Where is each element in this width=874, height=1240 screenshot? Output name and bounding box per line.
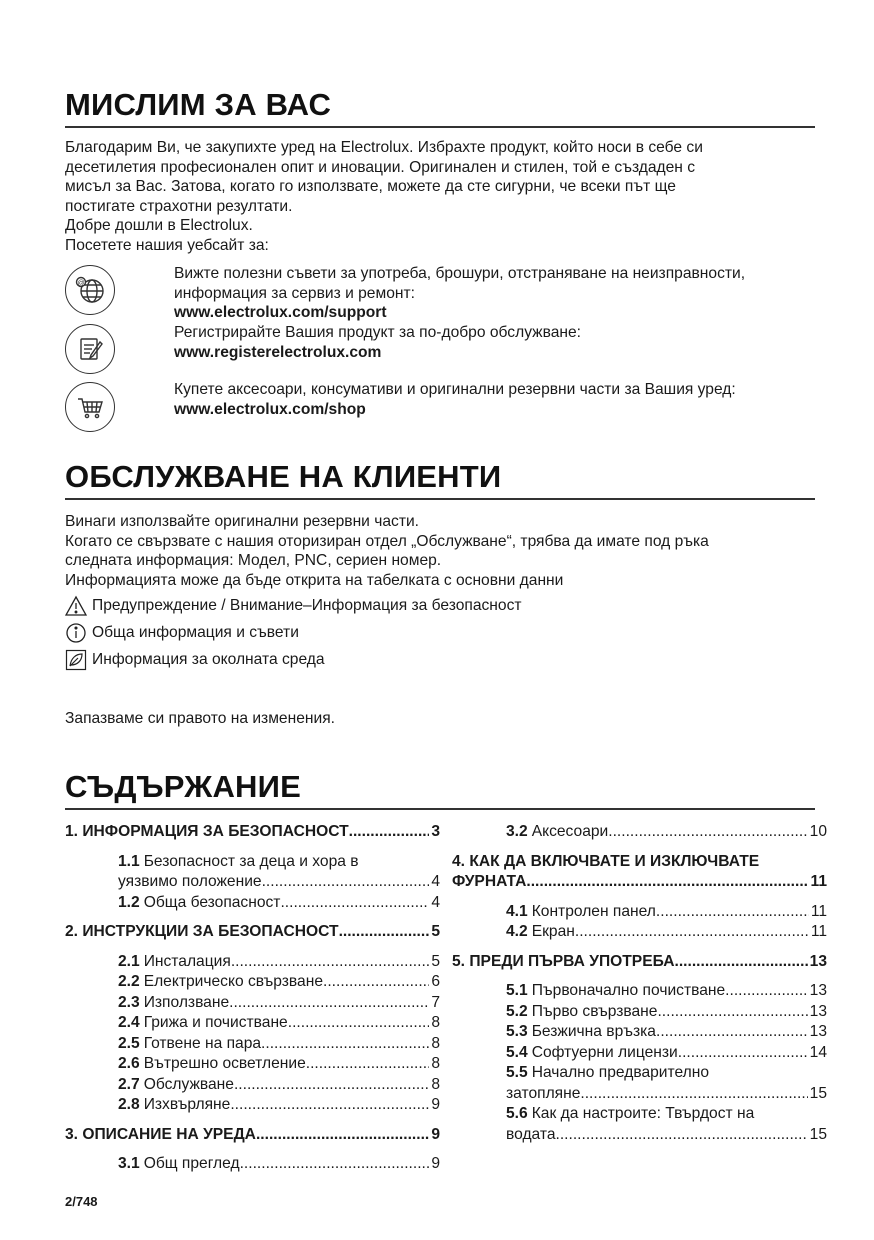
toc-section-number: 1.1	[118, 852, 140, 870]
toc-section-3-2[interactable]	[506, 822, 827, 843]
toc-section-number: 3.2	[506, 823, 528, 840]
toc-page-number: 13	[809, 1023, 827, 1040]
web-item-register	[174, 323, 814, 362]
toc-section-number: 2.3	[118, 993, 140, 1011]
toc-left-column	[65, 822, 440, 1175]
toc-page-number: 9	[431, 1155, 440, 1172]
toc-section-2-3[interactable]	[118, 993, 440, 1014]
toc-section-3-1[interactable]	[118, 1154, 440, 1175]
toc-section-title: уязвимо положение	[118, 873, 262, 890]
toc-section-number: 2.5	[118, 1034, 140, 1052]
care-line: Когато се свързвате с нашия оторизиран отдел „Обслужване“, трябва да имате под ръка	[65, 532, 709, 550]
info-icon	[65, 622, 87, 644]
toc-page-number: 11	[810, 902, 827, 920]
toc-section-2-2[interactable]	[118, 972, 440, 993]
rights-reserved: Запазваме си правото на изменения.	[65, 710, 335, 727]
legend-text: Информация за околната среда	[92, 651, 325, 668]
toc-section-title: Вътрешно осветление	[143, 1055, 306, 1072]
toc-section-number: 4.1	[506, 902, 528, 920]
legend-text: Обща информация и съвети	[92, 624, 299, 641]
web-item-text: Регистрирайте Вашия продукт за по-добро обслужване:	[174, 324, 581, 341]
intro-line: Посетете нашия уебсайт за:	[65, 236, 269, 254]
toc-section-title: Безжична връзка	[531, 1023, 656, 1040]
toc-page-number: 13	[809, 952, 827, 970]
toc-page-number: 10	[809, 823, 827, 840]
legend-environment	[65, 649, 325, 671]
intro-line: Добре дошли в Electrolux.	[65, 217, 253, 234]
toc-section-5-5[interactable]	[506, 1063, 827, 1084]
toc-section-number: 5.6	[506, 1105, 528, 1122]
toc-section-title: Първоначално почистване	[531, 982, 726, 999]
globe-icon	[65, 265, 115, 315]
customer-care-paragraph	[65, 512, 815, 590]
toc-page-number: 14	[809, 1043, 827, 1061]
toc-section-title: Първо свързване	[531, 1002, 658, 1020]
toc-page-number: 8	[431, 1034, 440, 1052]
toc-section-number: 5.3	[506, 1023, 528, 1040]
toc-section-title: Обслужване	[143, 1075, 234, 1093]
toc-section-title: Как да настроите: Твърдост на	[531, 1105, 755, 1122]
toc-section-2-1[interactable]	[118, 952, 440, 973]
web-item-text: информация за сервиз и ремонт:	[174, 284, 415, 302]
svg-text:@: @	[77, 280, 85, 287]
section-title-customer-care: ОБСЛУЖВАНЕ НА КЛИЕНТИ	[65, 459, 502, 494]
toc-section-4-2[interactable]	[506, 922, 827, 943]
toc-section-title: затопляне	[506, 1084, 581, 1102]
intro-line: десетилетия професионален опит и иновации. Оригинален и стилен, той е създаден с	[65, 158, 696, 176]
toc-section-title: Изхвърляне	[143, 1096, 231, 1113]
intro-line: постигате страхотни резултати.	[65, 197, 293, 215]
toc-section-title: Безопасност за деца и хора в	[143, 852, 359, 870]
toc-section-5-5-cont[interactable]	[506, 1084, 827, 1105]
toc-section-title: Общ преглед	[143, 1155, 240, 1172]
toc-section-number: 5.2	[506, 1002, 528, 1020]
toc-chapter-2[interactable]	[65, 922, 440, 943]
toc-page-number: 9	[431, 1096, 440, 1113]
warning-icon	[65, 595, 87, 617]
legend-info	[65, 622, 299, 644]
toc-page-number: 5	[431, 923, 440, 940]
toc-chapter-4-cont[interactable]	[452, 872, 827, 893]
register-icon	[65, 324, 115, 374]
toc-section-title: Електрическо свързване	[143, 973, 324, 990]
toc-section-2-4[interactable]	[118, 1013, 440, 1034]
toc-section-2-8[interactable]	[118, 1095, 440, 1116]
toc-page-number: 11	[810, 923, 827, 940]
toc-section-number: 5.4	[506, 1043, 528, 1061]
toc-page-number: 4	[431, 873, 440, 890]
toc-section-number: 1.2	[118, 893, 140, 911]
toc-chapter-4[interactable]	[452, 852, 827, 873]
section-title-contents: СЪДЪРЖАНИЕ	[65, 769, 301, 804]
section-divider	[65, 808, 815, 810]
toc-section-title: Софтуерни лицензи	[531, 1043, 678, 1061]
web-item-shop	[174, 380, 814, 419]
toc-chapter-5[interactable]	[452, 952, 827, 973]
intro-line: Благодарим Ви, че закупихте уред на Electrolux. Избрахте продукт, който носи в себе си	[65, 139, 703, 156]
toc-section-5-4[interactable]	[506, 1043, 827, 1064]
toc-chapter-title: 2. ИНСТРУКЦИИ ЗА БЕЗОПАСНОСТ	[65, 923, 339, 940]
toc-section-2-6[interactable]	[118, 1054, 440, 1075]
toc-section-4-1[interactable]	[506, 902, 827, 923]
toc-section-1-1[interactable]	[118, 852, 440, 873]
toc-page-number: 5	[431, 952, 440, 970]
leaf-icon	[65, 649, 87, 671]
toc-section-number: 4.2	[506, 923, 528, 940]
toc-page-number: 8	[431, 1055, 440, 1072]
toc-page-number: 15	[809, 1084, 827, 1102]
toc-section-title: Контролен панел	[531, 902, 656, 920]
toc-page-number: 13	[809, 1002, 827, 1020]
toc-section-title: Начално предварително	[531, 1064, 710, 1081]
toc-section-title: Използване	[143, 993, 230, 1011]
toc-section-1-1-cont[interactable]	[118, 872, 440, 893]
toc-page-number: 9	[431, 1125, 440, 1143]
page-number: 2/748	[65, 1194, 98, 1209]
legend-warning	[65, 595, 522, 617]
care-line: Винаги използвайте оригинални резервни части.	[65, 513, 420, 530]
section-divider	[65, 126, 815, 128]
toc-section-number: 2.6	[118, 1055, 140, 1072]
toc-page-number: 8	[431, 1075, 440, 1093]
toc-section-5-1[interactable]	[506, 981, 827, 1002]
toc-section-2-5[interactable]	[118, 1034, 440, 1055]
toc-page-number: 13	[809, 982, 827, 999]
web-item-text: Купете аксесоари, консумативи и оригинални резервни части за Вашия уред:	[174, 381, 736, 398]
care-line: следната информация: Модел, PNC, сериен номер.	[65, 552, 442, 569]
toc-chapter-title: 5. ПРЕДИ ПЪРВА УПОТРЕБА	[452, 952, 675, 970]
toc-section-title: Инсталация	[143, 952, 231, 970]
toc-section-title: Готвене на пара	[143, 1034, 262, 1052]
toc-page-number: 11	[810, 873, 827, 890]
toc-page-number: 8	[431, 1014, 440, 1031]
toc-right-column	[452, 822, 827, 1145]
toc-section-number: 2.7	[118, 1075, 140, 1093]
toc-page-number: 15	[809, 1125, 827, 1143]
toc-page-number: 7	[431, 993, 440, 1011]
toc-section-5-2[interactable]	[506, 1002, 827, 1023]
toc-section-title: Обща безопасност	[143, 893, 281, 911]
toc-section-number: 2.8	[118, 1096, 140, 1113]
toc-section-number: 2.2	[118, 973, 140, 990]
toc-chapter-3[interactable]	[65, 1125, 440, 1146]
toc-section-title: Аксесоари	[531, 823, 609, 840]
toc-chapter-title: ФУРНАТА	[452, 873, 527, 890]
toc-section-title: Грижа и почистване	[143, 1014, 288, 1031]
toc-chapter-title: 1. ИНФОРМАЦИЯ ЗА БЕЗОПАСНОСТ	[65, 823, 349, 840]
toc-section-1-2[interactable]	[118, 893, 440, 914]
toc-section-number: 2.4	[118, 1014, 140, 1031]
support-link[interactable]: www.electrolux.com/support	[174, 304, 387, 321]
intro-paragraph	[65, 138, 815, 255]
toc-page-number: 3	[431, 823, 440, 840]
toc-section-number: 5.1	[506, 982, 528, 999]
register-link[interactable]: www.registerelectrolux.com	[174, 343, 382, 361]
shopping-cart-icon	[65, 382, 115, 432]
intro-line: мисъл за Вас. Затова, когато го използвате, можете да сте сигурни, че всеки път ще	[65, 178, 676, 195]
toc-chapter-title: 3. ОПИСАНИЕ НА УРЕДА	[65, 1125, 256, 1143]
toc-section-number: 5.5	[506, 1064, 528, 1081]
web-item-support	[174, 264, 814, 323]
toc-section-title: Екран	[531, 923, 575, 940]
toc-section-number: 2.1	[118, 952, 140, 970]
toc-section-number: 3.1	[118, 1155, 140, 1172]
web-item-text: Вижте полезни съвети за употреба, брошури, отстраняване на неизправности,	[174, 265, 746, 282]
toc-section-5-6-cont[interactable]	[506, 1125, 827, 1146]
legend-text: Предупреждение / Внимание–Информация за безопасност	[92, 597, 522, 614]
toc-section-5-3[interactable]	[506, 1022, 827, 1043]
care-line: Информацията може да бъде открита на табелката с основни данни	[65, 571, 564, 589]
toc-section-title: водата	[506, 1125, 556, 1143]
toc-page-number: 6	[431, 973, 440, 990]
shop-link[interactable]: www.electrolux.com/shop	[174, 400, 366, 418]
toc-section-2-7[interactable]	[118, 1075, 440, 1096]
toc-section-5-6[interactable]	[506, 1104, 827, 1125]
section-divider	[65, 498, 815, 500]
toc-chapter-1[interactable]	[65, 822, 440, 843]
toc-page-number: 4	[431, 893, 440, 911]
section-title-thinking-of-you: МИСЛИМ ЗА ВАС	[65, 87, 332, 122]
toc-chapter-title: 4. КАК ДА ВКЛЮЧВАТЕ И ИЗКЛЮЧВАТЕ	[452, 852, 760, 870]
